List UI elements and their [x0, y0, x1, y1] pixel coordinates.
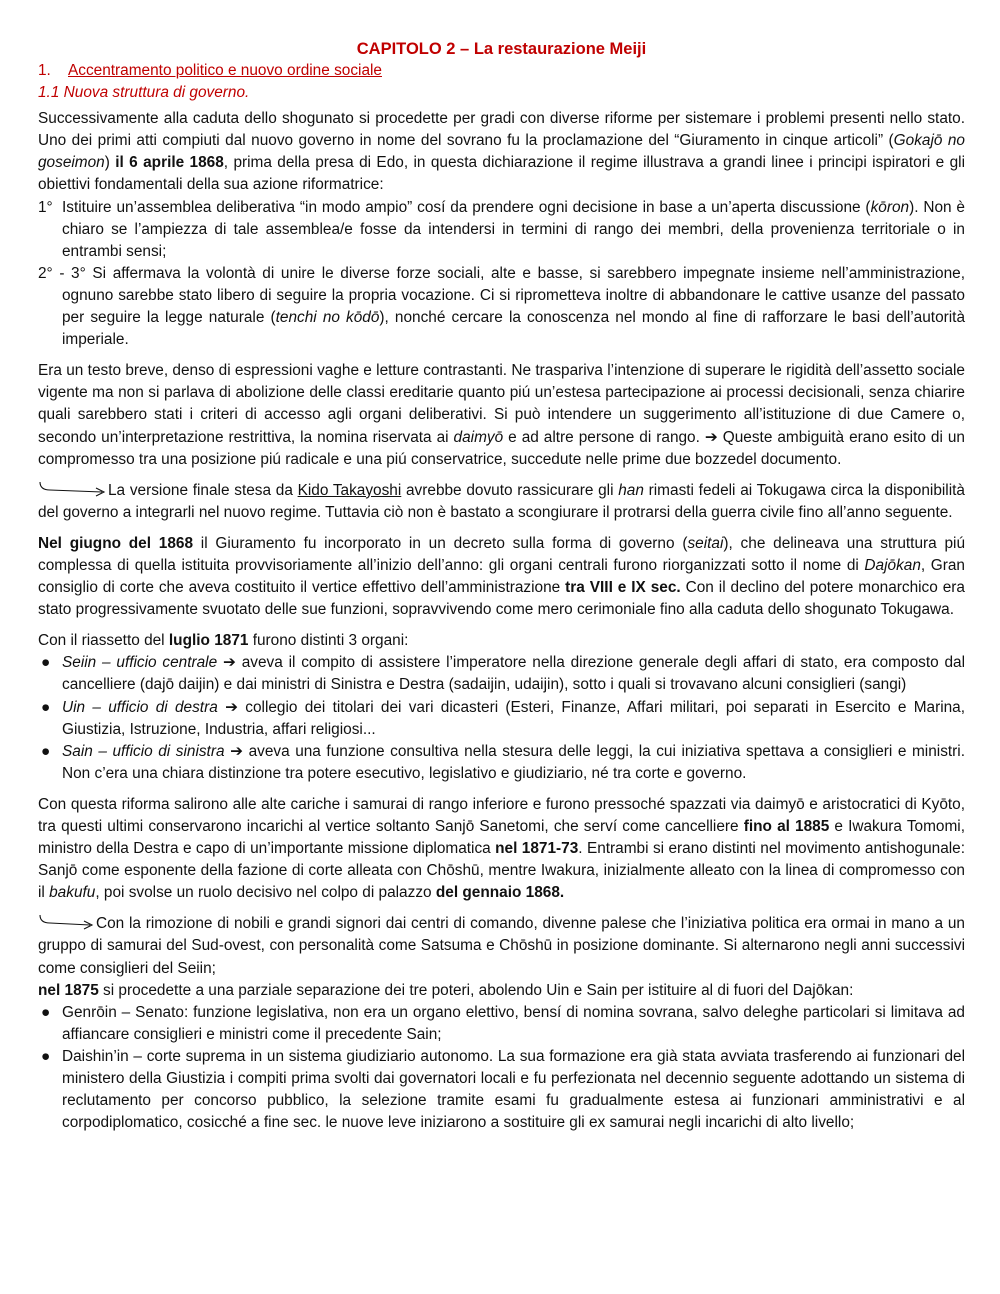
- italic-term: daimyō: [453, 428, 504, 446]
- section-title: Accentramento politico e nuovo ordine sociale: [68, 62, 382, 79]
- text-run: Con il riassetto del: [38, 632, 169, 650]
- right-arrow-icon: ➔: [222, 654, 236, 672]
- paragraph-june-1868: [38, 533, 965, 621]
- bold-date: del gennaio 1868.: [435, 884, 565, 902]
- paragraph-1875: [38, 980, 965, 1002]
- underlined-name: Kido Takayoshi: [297, 481, 402, 499]
- paragraph-final-version: [38, 480, 965, 524]
- text-run: , poi svolse un ruolo decisivo nel colpo di palazzo: [95, 884, 436, 902]
- section-heading: [38, 60, 965, 82]
- organ-description: aveva una funzione consultiva nella stesura delle leggi, la cui iniziativa spettava a consiglieri e ministri. Non c’era una chiara distinzione tra potere esecutivo, legislativo e giudiziario, né tra corte e governo.: [62, 742, 966, 782]
- body-description: Daishin’in – corte suprema in un sistema giudiziario autonomo. La sua formazione era già stata avviata trasferendo ai funzionari del ministero della Giustizia i compiti prima svolti dai governatori locali e fu perfezionata nel decennio seguente adottando un sistema di reclutamento per concorso pubblico, la selezione tramite esami fu gradualmente estesa ai funzionari amministrativi e al corpodiplomatico, cosicché a fine sec. le nuove leve iniziarono a sostituire gli ex samurai negli incarichi di alto livello;: [62, 1047, 965, 1132]
- oath-item-marker: 1°: [38, 198, 53, 216]
- body-item: [38, 1002, 965, 1046]
- organ-description: collegio dei titolari dei vari dicasteri (Esteri, Finanze, Affari militari, poi separati in Esercito e Marina, Giustizia, Istruzione, Industria, affari religiosi...: [62, 698, 966, 738]
- italic-term: seitai: [687, 534, 724, 552]
- bodies-list: [38, 1002, 965, 1135]
- text-run: Era un testo breve, denso di espressioni vaghe e letture contrastanti. Ne traspariva l’intenzione di superare le rigidità dell’assetto sociale vigente ma non si parlava di abolizione delle classi ereditarie quanto piú un’estesa partecipazione ai processi decisionali, senza chiarire quali sarebbero stati i criteri di accesso agli organi deliberativi. Si può intendere un suggerimento all’istituzione di due Camere o, secondo un’interpretazione restrittiva, la nomina riservata ai: [38, 362, 965, 446]
- paragraph-reform: [38, 794, 965, 904]
- section-number: 1.: [38, 62, 51, 79]
- oath-list: [38, 197, 965, 352]
- paragraph-analysis: [38, 360, 965, 470]
- organ-item: [38, 652, 965, 696]
- subsection-heading: 1.1 Nuova struttura di governo.: [38, 84, 250, 102]
- italic-term: Dajōkan: [864, 556, 921, 574]
- italic-term: kōron: [870, 198, 910, 216]
- paragraph-removal: [38, 913, 965, 979]
- document-page: [38, 38, 965, 1134]
- body-item: [38, 1046, 965, 1134]
- bold-date: nel 1875: [38, 981, 99, 999]
- italic-term: bakufu: [49, 884, 96, 902]
- organ-item: [38, 741, 965, 785]
- text-run: Istituire un’assemblea deliberativa “in modo ampio” cosí da prendere ogni decisione in base a un’aperta discussione (: [62, 198, 871, 216]
- text-run: Si affermava la volontà di unire le diverse forze sociali, alte e basse, si sarebbero impegnate insieme nell’amministrazione, ognuno sarebbe stato libero di seguire la propria vocazione. Ci si riprometteva inoltre di abbandonare le cattive usanze del passato per seguire la legge naturale (: [62, 264, 966, 327]
- text-run: e Iwakura Tomomi, ministro della Destra e capo di un’importante missione diplomatica: [38, 818, 965, 858]
- paragraph-intro: [38, 108, 965, 196]
- right-arrow-icon: ➔: [225, 698, 238, 716]
- bold-date: il 6 aprile 1868: [115, 154, 224, 172]
- bold-date: luglio 1871: [168, 632, 249, 650]
- body-description: Genrōin – Senato: funzione legislativa, non era un organo elettivo, bensí di nomina sovrana, salvo deleghe particolari si limitava ad affiancare consiglieri e ministri come il precedente Sain;: [62, 1003, 965, 1043]
- text-run: . Entrambi si erano distinti nel movimento antishogunale: Sanjō come esponente della fazione di corte alleata con Chōshū, mentre Iwakura, inizialmente alleato con la linea di compromesso con il: [38, 840, 966, 902]
- organ-item: [38, 697, 965, 741]
- bold-date: tra VIII e IX sec.: [565, 579, 681, 597]
- text-run: furono distinti 3 organi:: [248, 632, 409, 650]
- italic-term: Gokajō no goseimon: [38, 132, 965, 172]
- text-run: Con il declino del potere monarchico era stato progressivamente svuotato delle sue funzioni, sopravvivendo come mero cerimoniale fino alla caduta dello shogunato Tokugawa.: [38, 579, 965, 619]
- bullet-icon: ●: [41, 1003, 51, 1021]
- text-run: ): [104, 154, 116, 172]
- text-run: e ad altre persone di rango.: [503, 428, 705, 446]
- bold-date: nel 1871-73: [495, 840, 579, 858]
- bullet-icon: ●: [41, 1047, 51, 1065]
- italic-term: tenchi no kōdō: [275, 309, 380, 327]
- text-run: ), che delineava una struttura piú complessa di quella istituita provvisoriamente all’inizio dell’anno: gli organi centrali furono riorganizzati sotto il nome di: [38, 534, 966, 574]
- text-run: avrebbe dovuto rassicurare gli: [401, 481, 619, 499]
- curved-arrow-icon: [38, 914, 96, 930]
- oath-item-marker: 2° - 3°: [38, 264, 86, 282]
- text-run: , prima della presa di Edo, in questa dichiarazione il regime illustrava a grandi linee i principi ispiratori e gli obiettivi fondamentali della sua azione riformatrice:: [38, 154, 965, 194]
- text-run: La versione finale stesa da: [108, 481, 298, 499]
- text-run: Queste ambiguità erano esito di un compromesso tra una posizione piú radicale e una piú conservatrice, succedute nelle prime due bozzedel documento.: [38, 428, 965, 468]
- paragraph-july-1871: [38, 630, 965, 652]
- text-run: ). Non è chiaro se l’ampiezza di tale assemblea/e fosse da intendersi in termini di rango dei membri, della provenienza territoriale o in entrambi sensi;: [62, 198, 965, 260]
- text-run: si procedette a una parziale separazione dei tre poteri, abolendo Uin e Sain per istituire al di fuori del Dajōkan:: [98, 981, 854, 999]
- curved-arrow-icon: [38, 481, 108, 497]
- organ-name: Sain – ufficio di sinistra: [62, 742, 225, 760]
- text-run: , Gran consiglio di corte che aveva costituito il vertice effettivo dell’amministrazione: [38, 556, 965, 597]
- chapter-title: CAPITOLO 2 – La restaurazione Meiji: [356, 40, 647, 58]
- text-run: ), nonché cercare la conoscenza nel mondo al fine di rafforzare le basi dell’autorità imperiale.: [62, 309, 966, 349]
- organ-name: Uin – ufficio di destra: [62, 698, 218, 716]
- bullet-icon: ●: [41, 698, 51, 716]
- oath-item: [38, 197, 965, 263]
- text-run: rimasti fedeli ai Tokugawa circa la disponibilità del governo a integrarli nel nuovo regime. Tuttavia ciò non è bastato a scongiurare il protrarsi della guerra civile fino all’anno seguente.: [38, 481, 965, 521]
- bold-date: fino al 1885: [743, 818, 830, 835]
- organ-description: aveva il compito di assistere l’imperatore nella direzione generale degli affari di stato, era composto dal cancelliere (dajō daijin) e dai ministri di Sinistra e Destra (sadaijin, udaijin), sotto i quali si trovavano alcuni consiglieri (sangi): [62, 654, 966, 694]
- right-arrow-icon: ➔: [230, 742, 243, 760]
- organs-list: [38, 652, 965, 785]
- italic-term: han: [618, 481, 644, 499]
- bullet-icon: ●: [41, 654, 51, 672]
- text-run: il Giuramento fu incorporato in un decreto sulla forma di governo (: [193, 534, 688, 552]
- text-run: Con la rimozione di nobili e grandi signori dai centri di comando, divenne palese che l’iniziativa politica era ormai in mano a un gruppo di samurai del Sud-ovest, con personalità come Satsuma e Chōshū in posizione dominante. Si alternarono negli anni successivi come consiglieri del Seiin;: [38, 915, 965, 977]
- text-run: Successivamente alla caduta dello shogunato si procedette per gradi con diverse riforme per sistemare i problemi presenti nello stato. Uno dei primi atti compiuti dal nuovo governo in nome del sovrano fu la proclamazione del “Giuramento in cinque articoli” (: [38, 110, 965, 150]
- bullet-icon: ●: [41, 742, 51, 760]
- text-run: Con questa riforma salirono alle alte cariche i samurai di rango inferiore e furono pressoché spazzati via daimyō e aristocratici di Kyōto, tra questi ultimi conservarono incarichi al vertice soltanto Sanjō Sanetomi, che serví come cancelliere: [38, 795, 965, 835]
- organ-name: Seiin – ufficio centrale: [62, 654, 218, 672]
- oath-item: [38, 263, 965, 351]
- right-arrow-icon: ➔: [704, 428, 718, 446]
- bold-date: Nel giugno del 1868: [38, 534, 194, 552]
